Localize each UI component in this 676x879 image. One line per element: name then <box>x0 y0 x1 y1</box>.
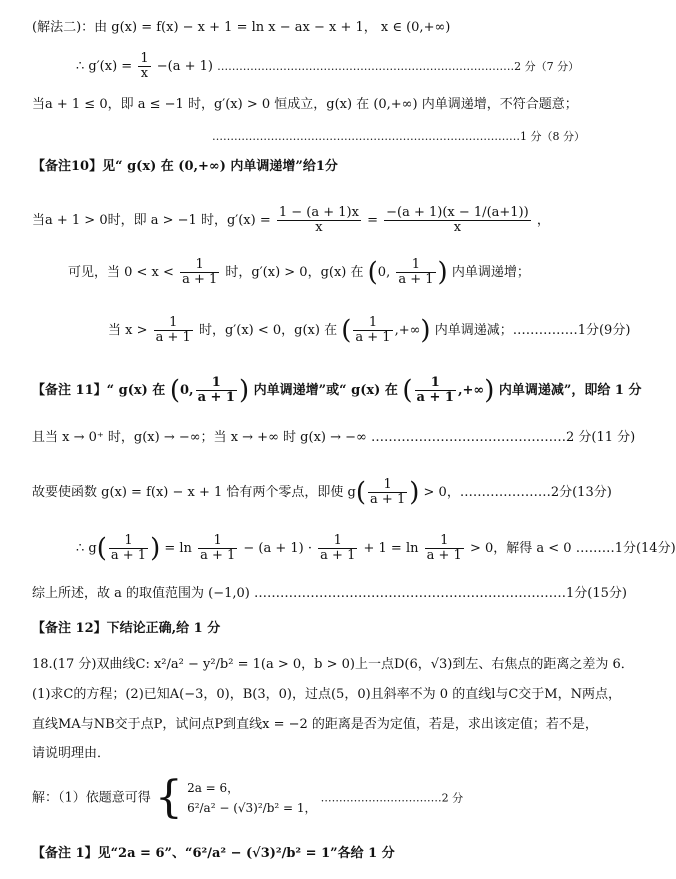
condition-text: 内单调递减；……………1分(9分) <box>434 323 631 338</box>
fraction-one-over-a-plus-1 <box>109 534 148 563</box>
close-paren: ) <box>409 477 420 508</box>
remark-text: 内单调递减”，即给 1 分 <box>498 383 642 398</box>
problem-18-part-2: 直线MA与NB交于点P，试问点P到直线x = −2 的距离是否为定值，若是，求出该定值；若不是， <box>32 717 598 732</box>
answer-label: 解：（1）依题意可得 <box>32 790 151 806</box>
fraction-numerator: 1 <box>396 258 435 273</box>
condition-text: > 0，…………………2分(13分) <box>423 485 612 500</box>
fraction-numerator: 1 − (a + 1)x <box>278 205 359 220</box>
close-paren: ) <box>238 375 250 406</box>
fraction-numerator: 1 <box>154 316 193 331</box>
evaluation-text: − (a + 1) · <box>243 541 313 556</box>
limit-behavior: 且当 x → 0⁺ 时，g(x) → −∞；当 x → +∞ 时 g(x) → −∞ ………………………………………2 分(11 分) <box>32 430 636 445</box>
fraction-numerator: 1 <box>353 316 392 331</box>
fraction-denominator: a + 1 <box>320 548 356 563</box>
fraction-numerator: 1 <box>180 258 219 273</box>
open-paren: ( <box>355 477 367 508</box>
fraction-numerator: 1 <box>196 376 237 391</box>
fraction-numerator: −(a + 1)(x − 1/(a+1)) <box>386 205 529 220</box>
fraction-numerator: 1 <box>368 478 407 493</box>
fraction-denominator: a + 1 <box>182 272 218 287</box>
condition-text: 可见，当 0 < x < <box>68 265 174 280</box>
open-paren: ( <box>402 375 413 406</box>
fraction-one-over-a-plus-1 <box>415 376 456 405</box>
fraction-numerator: 1 <box>198 534 237 549</box>
open-paren: ( <box>341 315 352 346</box>
fraction-denominator: a + 1 <box>155 330 191 345</box>
fraction-denominator: a + 1 <box>355 330 391 345</box>
remark-text: 【备注 11】“ g(x) 在 <box>32 383 166 398</box>
evaluation-text: + 1 = ln <box>363 541 419 556</box>
fraction-numerator: 1 <box>425 534 464 549</box>
problem-18-statement: 18.(17 分)双曲线C: x²/a² − y²/b² = 1(a > 0，b > 0)上一点D(6，√3)到左、右焦点的距离之差为 6． <box>32 657 634 672</box>
condition-text: 时，g′(x) > 0，g(x) 在 <box>225 265 364 280</box>
left-brace: { <box>154 772 183 823</box>
fraction-one-over-a-plus-1 <box>318 534 357 563</box>
fraction-one-over-a-plus-1 <box>353 316 392 345</box>
remark-12: 【备注 12】下结论正确,给 1 分 <box>32 621 221 636</box>
punctuation: ， <box>536 213 550 228</box>
derivative-line <box>76 52 579 81</box>
evaluation-text: > 0，解得 a < 0 ………1分(14分) <box>469 541 676 556</box>
fraction-denominator: x <box>315 220 323 235</box>
method-two-intro: (解法二)：由 g(x) = f(x) − x + 1 = ln x − ax − x + 1， x ∈ (0,+∞) <box>32 20 451 35</box>
interval-end: ,+∞ <box>457 383 485 398</box>
condition-text: 内单调递增； <box>451 265 530 280</box>
case-two-derivative <box>32 206 550 235</box>
fraction-denominator: a + 1 <box>426 548 462 563</box>
remark-text: 内单调递增”或“ g(x) 在 <box>253 383 398 398</box>
fraction-denominator: x <box>140 66 149 81</box>
close-paren: ) <box>484 375 495 406</box>
condition-text: 时，g′(x) < 0，g(x) 在 <box>198 323 338 338</box>
equation-2: 6²/a² − (√3)²/b² = 1， <box>187 801 317 815</box>
fraction-one-over-a-plus-1 <box>198 534 237 563</box>
fraction-one-over-a-plus-1 <box>196 376 237 405</box>
problem-18-part-1: (1)求C的方程；(2)已知A(−3，0)，B(3，0)，过点(5，0)且斜率不为 0 的直线l与C交于M，N两点， <box>32 687 621 702</box>
close-paren: ) <box>437 257 448 288</box>
close-paren: ) <box>150 533 161 564</box>
fraction-numerator: 1 <box>318 534 357 549</box>
remark-1: 【备注 1】见“2a = 6”、“6²/a² − (√3)²/b² = 1”各给 1 分 <box>32 846 395 861</box>
fraction-numerator: 1 <box>109 534 148 549</box>
equation-system <box>187 778 316 818</box>
equals-sign: = <box>367 213 378 228</box>
fraction-one-over-a-plus-1 <box>180 258 219 287</box>
fraction-one-over-a-plus-1 <box>368 478 407 507</box>
open-paren: ( <box>96 533 107 564</box>
problem-18-part-3: 请说明理由． <box>32 746 111 761</box>
evaluation-text: ∴ g <box>76 541 97 556</box>
evaluation-text: = ln <box>164 541 192 556</box>
derivative-rhs: −(a + 1) <box>156 59 213 74</box>
fraction-denominator: a + 1 <box>110 548 147 563</box>
fraction-numerator: 1 <box>140 51 149 66</box>
score-mark: …………………………………………………………………………1 分（8 分） <box>212 130 585 143</box>
close-paren: ) <box>420 315 431 346</box>
fraction-one-over-a-plus-1 <box>154 316 193 345</box>
answer-part-1 <box>32 772 464 823</box>
interval-end: ,+∞ <box>394 323 421 338</box>
decreasing-interval-line <box>108 316 630 345</box>
fraction-denominator: a + 1 <box>200 548 236 563</box>
remark-11 <box>32 376 641 405</box>
fraction-denominator: a + 1 <box>416 390 454 405</box>
case-one-text: 当a + 1 ≤ 0，即 a ≤ −1 时，g′(x) > 0 恒成立，g(x) 在 (0,+∞) 内单调递增，不符合题意； <box>32 97 578 112</box>
score-mark: ……………………………2 分 <box>320 791 464 805</box>
fraction-one-over-a-plus-1 <box>396 258 435 287</box>
fraction-denominator: x <box>453 220 462 235</box>
equation-1: 2a = 6， <box>187 781 240 795</box>
interval-start: 0, <box>377 265 391 280</box>
evaluation-line <box>76 534 676 563</box>
derivative-fraction-1 <box>277 206 361 235</box>
condition-text: 当 x > <box>108 323 148 338</box>
derivative-lhs: ∴ g′(x) = <box>76 59 133 74</box>
fraction-denominator: a + 1 <box>398 272 434 287</box>
fraction-denominator: a + 1 <box>197 390 235 405</box>
fraction-numerator: 1 <box>415 376 456 391</box>
condition-text: 故要使函数 g(x) = f(x) − x + 1 恰有两个零点，即使 g <box>32 485 356 500</box>
score-mark: ………………………………………………………………………2 分（7 分） <box>217 60 580 73</box>
conclusion: 综上所述，故 a 的取值范围为 (−1,0) ………………………………………………………………1分(15分) <box>32 586 627 601</box>
fraction-one-over-a-plus-1 <box>425 534 464 563</box>
fraction-one-over-x <box>138 52 150 81</box>
case-two-lhs: 当a + 1 > 0时，即 a > −1 时，g′(x) = <box>32 213 271 228</box>
fraction-denominator: a + 1 <box>370 492 406 507</box>
two-zeros-condition <box>32 478 612 507</box>
remark-10: 【备注10】见“ g(x) 在 (0,+∞) 内单调递增”给1分 <box>32 159 338 174</box>
increasing-interval-line <box>68 258 530 287</box>
open-paren: ( <box>169 375 180 406</box>
interval-start: 0, <box>179 383 194 398</box>
open-paren: ( <box>367 257 378 288</box>
derivative-fraction-2 <box>384 206 531 235</box>
